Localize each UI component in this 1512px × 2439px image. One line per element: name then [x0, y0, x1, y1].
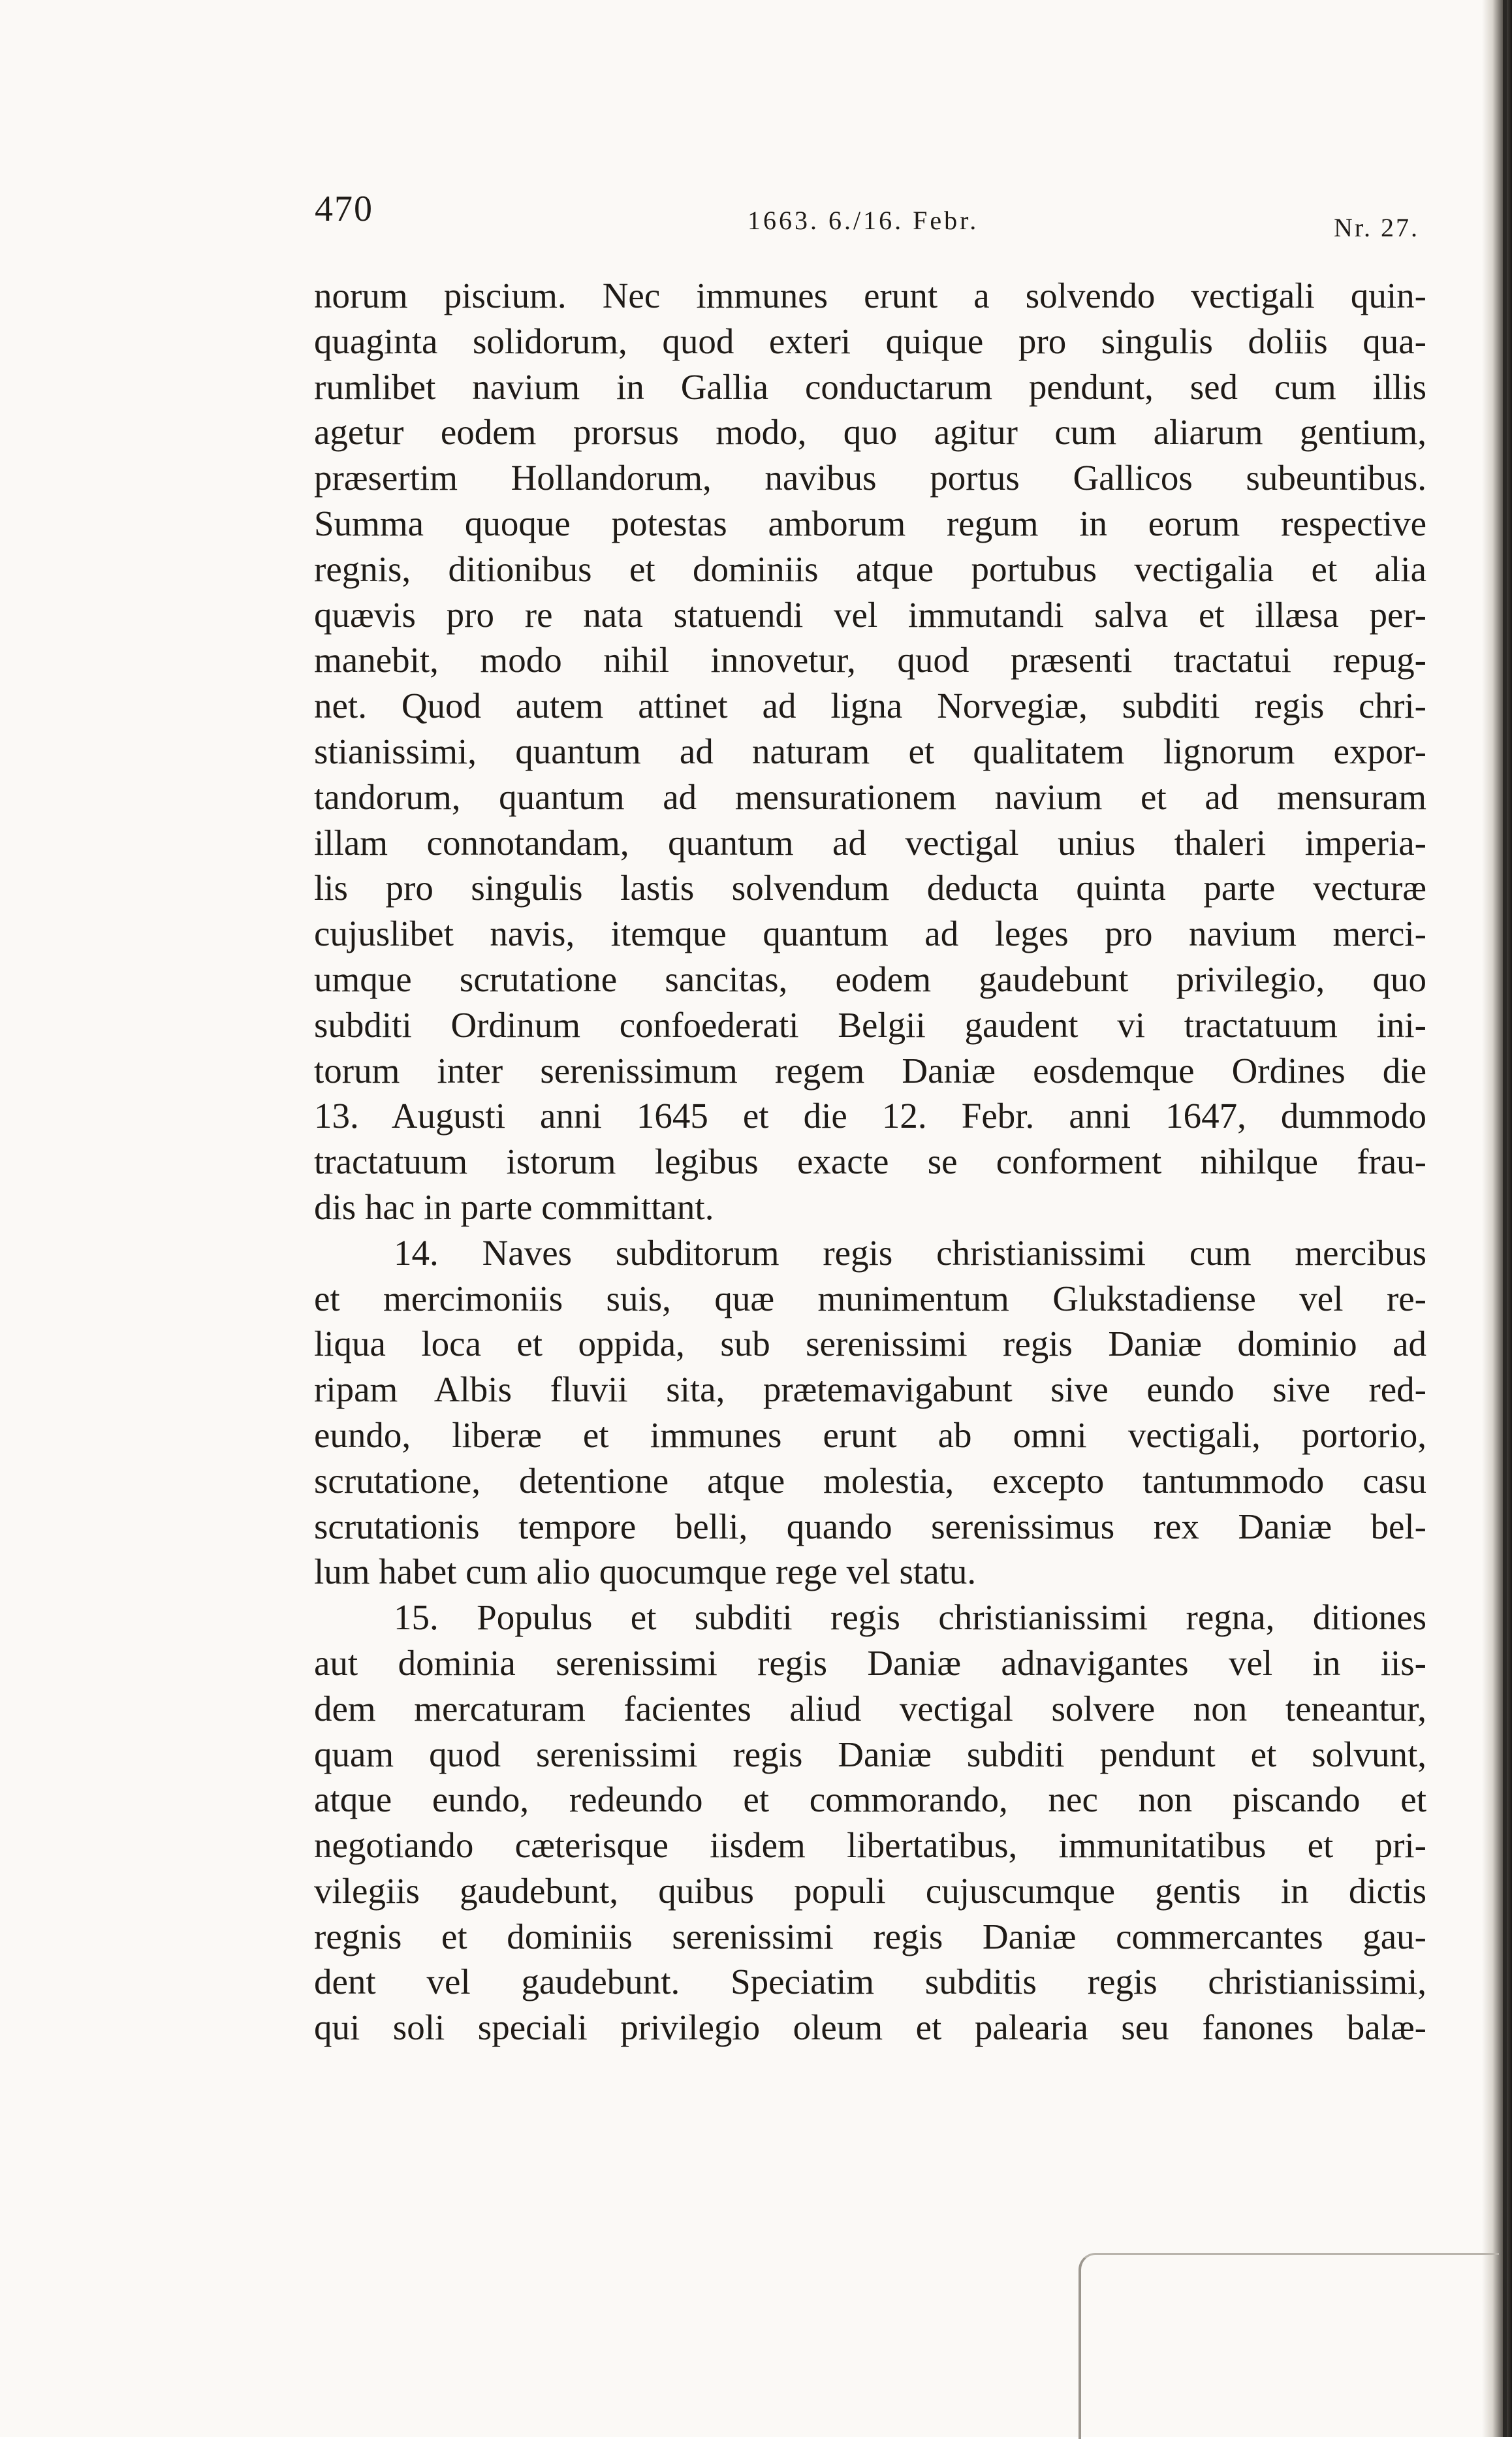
text-line: torum inter serenissimum regem Daniæ eosdemque Ordines die: [314, 1050, 1426, 1091]
text-line: scrutatione, detentione atque molestia, excepto tantummodo casu: [314, 1460, 1426, 1501]
text-line: lum habet cum alio quocumque rege vel statu.: [314, 1552, 977, 1592]
text-line: tractatuum istorum legibus exacte se conforment nihilque frau-: [314, 1141, 1426, 1182]
text-line: umque scrutatione sancitas, eodem gaudebunt privilegio, quo: [314, 959, 1426, 999]
text-line: 13. Augusti anni 1645 et die 12. Febr. anni 1647, dummodo: [314, 1096, 1426, 1136]
text-line: dis hac in parte committant.: [314, 1187, 714, 1227]
text-line: stianissimi, quantum ad naturam et qualitatem lignorum expor-: [314, 731, 1426, 771]
text-line: regnis, ditionibus et dominiis atque portubus vectigalia et alia: [314, 549, 1426, 589]
text-line: quaginta solidorum, quod exteri quique pro singulis doliis qua-: [314, 321, 1426, 361]
page-corner-fold: [1079, 2253, 1499, 2439]
text-line: ripam Albis fluvii sita, prætemavigabunt sive eundo sive red-: [314, 1369, 1426, 1410]
text-line: manebit, modo nihil innovetur, quod præsenti tractatui repug-: [314, 640, 1426, 680]
text-line: net. Quod autem attinet ad ligna Norvegiæ, subditi regis chri-: [314, 686, 1426, 726]
page-edge-line: [1503, 0, 1507, 2437]
text-line: agetur eodem prorsus modo, quo agitur cum aliarum gentium,: [314, 412, 1426, 453]
text-line: aut dominia serenissimi regis Daniæ adnavigantes vel in iis-: [314, 1642, 1426, 1683]
text-line: atque eundo, redeundo et commorando, nec non piscando et: [314, 1779, 1426, 1820]
document-number: Nr. 27.: [1334, 213, 1419, 242]
text-line: dent vel gaudebunt. Speciatim subditis regis christianissimi,: [314, 1962, 1426, 2002]
book-spine-shadow: [1482, 0, 1512, 2437]
text-line: regnis et dominiis serenissimi regis Daniæ commercantes gau-: [314, 1916, 1426, 1956]
text-line: quævis pro re nata statuendi vel immutandi salva et illæsa per-: [314, 594, 1426, 635]
text-line: vilegiis gaudebunt, quibus populi cujuscumque gentis in dictis: [314, 1870, 1426, 1911]
paragraph-14-start: 14. Naves subditorum regis christianissimi cum mercibus: [394, 1232, 1426, 1273]
page-header: [0, 0, 1512, 261]
text-line: illam connotandam, quantum ad vectigal unius thaleri imperia-: [314, 822, 1426, 863]
text-line: rumlibet navium in Gallia conductarum pendunt, sed cum illis: [314, 366, 1426, 407]
text-line: præsertim Hollandorum, navibus portus Gallicos subeuntibus.: [314, 458, 1426, 498]
text-line: dem mercaturam facientes aliud vectigal solvere non teneantur,: [314, 1688, 1426, 1729]
text-line: et mercimoniis suis, quæ munimentum Glukstadiense vel re-: [314, 1278, 1426, 1318]
page-number: 470: [315, 189, 373, 229]
text-line: lis pro singulis lastis solvendum deducta quinta parte vecturæ: [314, 868, 1426, 908]
text-line: cujuslibet navis, itemque quantum ad leges pro navium merci-: [314, 914, 1426, 954]
text-line: liqua loca et oppida, sub serenissimi regis Daniæ dominio ad: [314, 1324, 1426, 1364]
paragraph-15-start: 15. Populus et subditi regis christianissimi regna, ditiones: [394, 1597, 1426, 1638]
text-line: subditi Ordinum confoederati Belgii gaudent vi tractatuum ini-: [314, 1004, 1426, 1045]
text-line: Summa quoque potestas amborum regum in eorum respective: [314, 503, 1426, 543]
text-line: tandorum, quantum ad mensurationem navium et ad mensuram: [314, 776, 1426, 817]
text-line: scrutationis tempore belli, quando serenissimus rex Daniæ bel-: [314, 1506, 1426, 1546]
body-text: [314, 273, 1426, 2050]
text-line: negotiando cæterisque iisdem libertatibus, immunitatibus et pri-: [314, 1825, 1426, 1866]
text-line: qui soli speciali privilegio oleum et palearia seu fanones balæ-: [314, 2007, 1426, 2048]
text-line: norum piscium. Nec immunes erunt a solvendo vectigali quin-: [314, 276, 1426, 315]
running-date: 1663. 6./16. Febr.: [748, 206, 979, 235]
text-line: eundo, liberæ et immunes erunt ab omni vectigali, portorio,: [314, 1414, 1426, 1455]
text-line: quam quod serenissimi regis Daniæ subditi pendunt et solvunt,: [314, 1734, 1426, 1774]
